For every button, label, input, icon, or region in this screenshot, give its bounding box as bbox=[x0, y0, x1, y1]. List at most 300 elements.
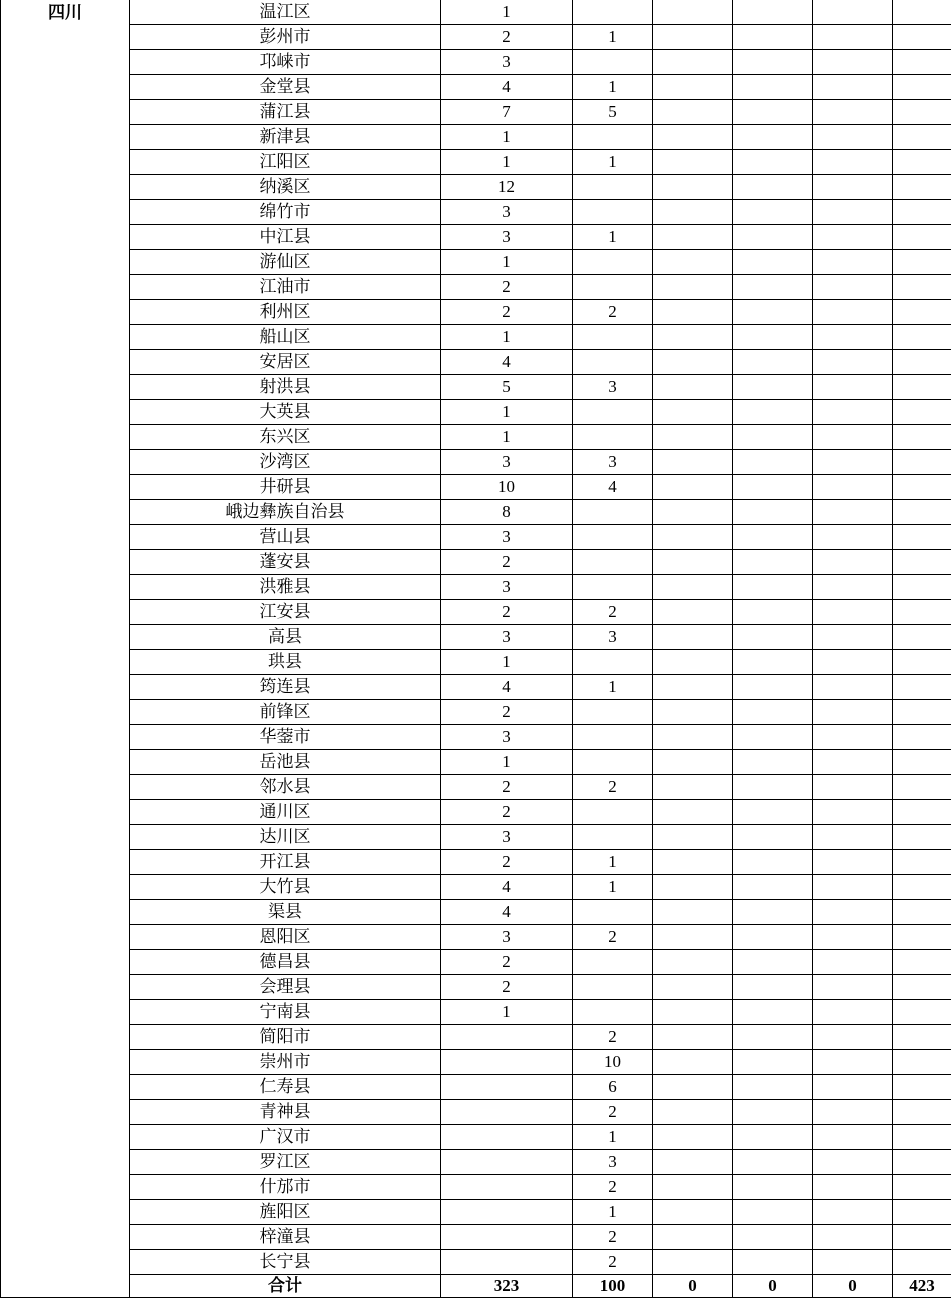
count-col-5-cell bbox=[813, 1000, 893, 1025]
count-col-1-cell bbox=[441, 1075, 573, 1100]
table-row bbox=[1, 125, 951, 150]
count-col-2-cell bbox=[573, 750, 653, 775]
count-col-5-cell bbox=[813, 325, 893, 350]
count-col-5-cell bbox=[813, 1125, 893, 1150]
county-name-cell: 青神县 bbox=[130, 1100, 441, 1125]
county-name-cell: 梓潼县 bbox=[130, 1225, 441, 1250]
table-row bbox=[1, 1050, 951, 1075]
count-col-6-cell bbox=[893, 650, 951, 675]
table-row bbox=[1, 375, 951, 400]
count-col-3-cell bbox=[653, 150, 733, 175]
count-col-5-cell bbox=[813, 875, 893, 900]
table-row bbox=[1, 950, 951, 975]
count-col-1-cell: 3 bbox=[441, 575, 573, 600]
county-name-cell: 开江县 bbox=[130, 850, 441, 875]
count-col-6-cell bbox=[893, 400, 951, 425]
count-col-4-cell bbox=[733, 425, 813, 450]
county-name-cell: 沙湾区 bbox=[130, 450, 441, 475]
county-name-cell: 前锋区 bbox=[130, 700, 441, 725]
county-name-cell: 蒲江县 bbox=[130, 100, 441, 125]
count-col-3-cell bbox=[653, 1025, 733, 1050]
count-col-4-cell bbox=[733, 625, 813, 650]
count-col-6-cell bbox=[893, 150, 951, 175]
total-col-1: 323 bbox=[441, 1275, 573, 1298]
count-col-4-cell bbox=[733, 325, 813, 350]
count-col-4-cell bbox=[733, 225, 813, 250]
count-col-3-cell bbox=[653, 650, 733, 675]
table-row bbox=[1, 875, 951, 900]
count-col-4-cell bbox=[733, 550, 813, 575]
count-col-1-cell bbox=[441, 1250, 573, 1275]
count-col-1-cell: 2 bbox=[441, 550, 573, 575]
count-col-3-cell bbox=[653, 225, 733, 250]
count-col-1-cell: 2 bbox=[441, 975, 573, 1000]
table-row bbox=[1, 100, 951, 125]
count-col-6-cell bbox=[893, 1225, 951, 1250]
count-col-6-cell bbox=[893, 475, 951, 500]
table-row bbox=[1, 975, 951, 1000]
total-label: 合计 bbox=[130, 1275, 441, 1298]
count-col-5-cell bbox=[813, 500, 893, 525]
count-col-2-cell: 2 bbox=[573, 925, 653, 950]
table-row bbox=[1, 800, 951, 825]
count-col-1-cell: 3 bbox=[441, 200, 573, 225]
count-col-4-cell bbox=[733, 1075, 813, 1100]
table-row bbox=[1, 175, 951, 200]
county-name-cell: 渠县 bbox=[130, 900, 441, 925]
county-name-cell: 利州区 bbox=[130, 300, 441, 325]
count-col-1-cell: 2 bbox=[441, 700, 573, 725]
count-col-6-cell bbox=[893, 625, 951, 650]
count-col-1-cell: 1 bbox=[441, 150, 573, 175]
count-col-4-cell bbox=[733, 125, 813, 150]
table-row bbox=[1, 525, 951, 550]
count-col-3-cell bbox=[653, 900, 733, 925]
county-name-cell: 游仙区 bbox=[130, 250, 441, 275]
count-col-6-cell bbox=[893, 250, 951, 275]
count-col-3-cell bbox=[653, 300, 733, 325]
count-col-2-cell bbox=[573, 350, 653, 375]
count-col-1-cell: 3 bbox=[441, 725, 573, 750]
count-col-4-cell bbox=[733, 275, 813, 300]
count-col-4-cell bbox=[733, 600, 813, 625]
county-name-cell: 绵竹市 bbox=[130, 200, 441, 225]
county-name-cell: 彭州市 bbox=[130, 25, 441, 50]
count-col-1-cell bbox=[441, 1025, 573, 1050]
total-col-2: 100 bbox=[573, 1275, 653, 1298]
table-row bbox=[1, 750, 951, 775]
table-row bbox=[1, 600, 951, 625]
count-col-6-cell bbox=[893, 75, 951, 100]
count-col-5-cell bbox=[813, 200, 893, 225]
count-col-2-cell: 1 bbox=[573, 75, 653, 100]
count-col-3-cell bbox=[653, 775, 733, 800]
count-col-6-cell bbox=[893, 375, 951, 400]
count-col-4-cell bbox=[733, 975, 813, 1000]
count-col-1-cell: 1 bbox=[441, 0, 573, 25]
count-col-2-cell bbox=[573, 500, 653, 525]
county-name-cell: 会理县 bbox=[130, 975, 441, 1000]
count-col-3-cell bbox=[653, 50, 733, 75]
table-row bbox=[1, 225, 951, 250]
count-col-4-cell bbox=[733, 1250, 813, 1275]
count-col-2-cell bbox=[573, 700, 653, 725]
county-name-cell: 邻水县 bbox=[130, 775, 441, 800]
table-row bbox=[1, 1025, 951, 1050]
count-col-4-cell bbox=[733, 25, 813, 50]
count-col-3-cell bbox=[653, 450, 733, 475]
count-col-1-cell: 2 bbox=[441, 600, 573, 625]
total-col-5: 0 bbox=[813, 1275, 893, 1298]
count-col-3-cell bbox=[653, 400, 733, 425]
count-col-5-cell bbox=[813, 750, 893, 775]
count-col-4-cell bbox=[733, 475, 813, 500]
count-col-3-cell bbox=[653, 100, 733, 125]
count-col-6-cell bbox=[893, 1250, 951, 1275]
count-col-6-cell bbox=[893, 350, 951, 375]
count-col-6-cell bbox=[893, 425, 951, 450]
count-col-4-cell bbox=[733, 825, 813, 850]
county-name-cell: 宁南县 bbox=[130, 1000, 441, 1025]
count-col-5-cell bbox=[813, 175, 893, 200]
count-col-4-cell bbox=[733, 0, 813, 25]
count-col-6-cell bbox=[893, 825, 951, 850]
count-col-1-cell: 2 bbox=[441, 300, 573, 325]
count-col-4-cell bbox=[733, 1175, 813, 1200]
county-name-cell: 安居区 bbox=[130, 350, 441, 375]
count-col-4-cell bbox=[733, 725, 813, 750]
count-col-4-cell bbox=[733, 200, 813, 225]
county-name-cell: 峨边彝族自治县 bbox=[130, 500, 441, 525]
count-col-3-cell bbox=[653, 75, 733, 100]
count-col-2-cell: 2 bbox=[573, 300, 653, 325]
count-col-6-cell bbox=[893, 1075, 951, 1100]
count-col-2-cell: 2 bbox=[573, 600, 653, 625]
count-col-6-cell bbox=[893, 1125, 951, 1150]
table-row bbox=[1, 650, 951, 675]
count-col-5-cell bbox=[813, 600, 893, 625]
count-col-6-cell bbox=[893, 50, 951, 75]
count-col-6-cell bbox=[893, 950, 951, 975]
county-name-cell: 恩阳区 bbox=[130, 925, 441, 950]
count-col-6-cell bbox=[893, 875, 951, 900]
count-col-3-cell bbox=[653, 975, 733, 1000]
table-row bbox=[1, 200, 951, 225]
count-col-1-cell: 1 bbox=[441, 125, 573, 150]
table-row bbox=[1, 725, 951, 750]
count-col-4-cell bbox=[733, 1100, 813, 1125]
county-name-cell: 长宁县 bbox=[130, 1250, 441, 1275]
count-col-4-cell bbox=[733, 150, 813, 175]
count-col-4-cell bbox=[733, 575, 813, 600]
count-col-4-cell bbox=[733, 1200, 813, 1225]
count-col-6-cell bbox=[893, 850, 951, 875]
count-col-5-cell bbox=[813, 50, 893, 75]
count-col-6-cell bbox=[893, 275, 951, 300]
table-row bbox=[1, 50, 951, 75]
count-col-4-cell bbox=[733, 750, 813, 775]
count-col-3-cell bbox=[653, 525, 733, 550]
county-name-cell: 德昌县 bbox=[130, 950, 441, 975]
count-col-3-cell bbox=[653, 725, 733, 750]
county-name-cell: 高县 bbox=[130, 625, 441, 650]
count-col-1-cell: 7 bbox=[441, 100, 573, 125]
count-col-4-cell bbox=[733, 1050, 813, 1075]
count-col-2-cell: 1 bbox=[573, 1125, 653, 1150]
county-name-cell: 达川区 bbox=[130, 825, 441, 850]
county-name-cell: 什邡市 bbox=[130, 1175, 441, 1200]
count-col-5-cell bbox=[813, 1175, 893, 1200]
county-name-cell: 简阳市 bbox=[130, 1025, 441, 1050]
table-row bbox=[1, 1075, 951, 1100]
count-col-3-cell bbox=[653, 1175, 733, 1200]
count-col-1-cell bbox=[441, 1225, 573, 1250]
count-col-6-cell bbox=[893, 700, 951, 725]
count-col-6-cell bbox=[893, 1150, 951, 1175]
count-col-3-cell bbox=[653, 625, 733, 650]
count-col-1-cell: 2 bbox=[441, 800, 573, 825]
table-row bbox=[1, 850, 951, 875]
count-col-4-cell bbox=[733, 675, 813, 700]
count-col-3-cell bbox=[653, 25, 733, 50]
table-row bbox=[1, 900, 951, 925]
count-col-2-cell bbox=[573, 250, 653, 275]
total-col-4: 0 bbox=[733, 1275, 813, 1298]
count-col-5-cell bbox=[813, 225, 893, 250]
province-cell: 四川 bbox=[1, 0, 130, 1298]
count-col-4-cell bbox=[733, 525, 813, 550]
count-col-3-cell bbox=[653, 1225, 733, 1250]
table-row bbox=[1, 1200, 951, 1225]
count-col-2-cell bbox=[573, 425, 653, 450]
count-col-2-cell: 2 bbox=[573, 1100, 653, 1125]
table-row bbox=[1, 150, 951, 175]
county-name-cell: 邛崃市 bbox=[130, 50, 441, 75]
count-col-1-cell: 5 bbox=[441, 375, 573, 400]
count-col-2-cell bbox=[573, 275, 653, 300]
count-col-6-cell bbox=[893, 1000, 951, 1025]
county-name-cell: 通川区 bbox=[130, 800, 441, 825]
count-col-5-cell bbox=[813, 925, 893, 950]
count-col-1-cell: 8 bbox=[441, 500, 573, 525]
count-col-5-cell bbox=[813, 575, 893, 600]
count-col-3-cell bbox=[653, 250, 733, 275]
count-col-3-cell bbox=[653, 325, 733, 350]
count-col-2-cell: 5 bbox=[573, 100, 653, 125]
count-col-5-cell bbox=[813, 300, 893, 325]
county-name-cell: 旌阳区 bbox=[130, 1200, 441, 1225]
count-col-1-cell: 3 bbox=[441, 925, 573, 950]
count-col-5-cell bbox=[813, 75, 893, 100]
count-col-2-cell bbox=[573, 725, 653, 750]
county-name-cell: 大英县 bbox=[130, 400, 441, 425]
count-col-4-cell bbox=[733, 950, 813, 975]
count-col-6-cell bbox=[893, 175, 951, 200]
count-col-5-cell bbox=[813, 550, 893, 575]
count-col-6-cell bbox=[893, 1200, 951, 1225]
count-col-5-cell bbox=[813, 1050, 893, 1075]
count-col-3-cell bbox=[653, 175, 733, 200]
count-col-1-cell bbox=[441, 1125, 573, 1150]
count-col-2-cell bbox=[573, 125, 653, 150]
count-col-6-cell bbox=[893, 225, 951, 250]
count-col-3-cell bbox=[653, 350, 733, 375]
table-row bbox=[1, 0, 951, 25]
count-col-2-cell bbox=[573, 400, 653, 425]
count-col-1-cell bbox=[441, 1200, 573, 1225]
count-col-5-cell bbox=[813, 125, 893, 150]
table-row bbox=[1, 550, 951, 575]
count-col-5-cell bbox=[813, 1025, 893, 1050]
count-col-6-cell bbox=[893, 800, 951, 825]
count-col-5-cell bbox=[813, 1225, 893, 1250]
count-col-2-cell: 2 bbox=[573, 1225, 653, 1250]
county-name-cell: 蓬安县 bbox=[130, 550, 441, 575]
count-col-2-cell bbox=[573, 550, 653, 575]
count-col-2-cell bbox=[573, 0, 653, 25]
count-col-3-cell bbox=[653, 700, 733, 725]
count-col-3-cell bbox=[653, 1150, 733, 1175]
count-col-6-cell bbox=[893, 200, 951, 225]
count-col-1-cell: 4 bbox=[441, 675, 573, 700]
table-row bbox=[1, 1175, 951, 1200]
count-col-3-cell bbox=[653, 850, 733, 875]
count-col-3-cell bbox=[653, 575, 733, 600]
count-col-2-cell: 4 bbox=[573, 475, 653, 500]
table-row bbox=[1, 1000, 951, 1025]
count-col-6-cell bbox=[893, 775, 951, 800]
table-row bbox=[1, 1250, 951, 1275]
count-col-5-cell bbox=[813, 150, 893, 175]
table-row bbox=[1, 1150, 951, 1175]
count-col-3-cell bbox=[653, 1125, 733, 1150]
table-row bbox=[1, 1125, 951, 1150]
count-col-3-cell bbox=[653, 825, 733, 850]
count-col-5-cell bbox=[813, 1200, 893, 1225]
count-col-3-cell bbox=[653, 1050, 733, 1075]
count-col-1-cell: 12 bbox=[441, 175, 573, 200]
count-col-6-cell bbox=[893, 1025, 951, 1050]
table-row bbox=[1, 350, 951, 375]
count-col-2-cell: 2 bbox=[573, 775, 653, 800]
count-col-1-cell: 3 bbox=[441, 525, 573, 550]
count-col-3-cell bbox=[653, 1250, 733, 1275]
county-name-cell: 中江县 bbox=[130, 225, 441, 250]
count-col-6-cell bbox=[893, 900, 951, 925]
count-col-3-cell bbox=[653, 1100, 733, 1125]
table-row bbox=[1, 575, 951, 600]
count-col-5-cell bbox=[813, 950, 893, 975]
count-col-1-cell: 2 bbox=[441, 25, 573, 50]
count-col-2-cell bbox=[573, 200, 653, 225]
table-row bbox=[1, 475, 951, 500]
county-name-cell: 华蓥市 bbox=[130, 725, 441, 750]
county-name-cell: 东兴区 bbox=[130, 425, 441, 450]
count-col-3-cell bbox=[653, 1200, 733, 1225]
county-name-cell: 罗江区 bbox=[130, 1150, 441, 1175]
count-col-2-cell: 1 bbox=[573, 875, 653, 900]
count-col-5-cell bbox=[813, 975, 893, 1000]
count-col-6-cell bbox=[893, 750, 951, 775]
count-col-2-cell: 10 bbox=[573, 1050, 653, 1075]
total-row bbox=[1, 1275, 951, 1298]
county-name-cell: 船山区 bbox=[130, 325, 441, 350]
count-col-2-cell: 3 bbox=[573, 625, 653, 650]
count-col-2-cell: 1 bbox=[573, 225, 653, 250]
count-col-2-cell bbox=[573, 325, 653, 350]
count-col-2-cell bbox=[573, 975, 653, 1000]
count-col-3-cell bbox=[653, 425, 733, 450]
count-col-6-cell bbox=[893, 600, 951, 625]
count-col-2-cell: 3 bbox=[573, 450, 653, 475]
count-col-6-cell bbox=[893, 725, 951, 750]
count-col-6-cell bbox=[893, 125, 951, 150]
count-col-5-cell bbox=[813, 475, 893, 500]
count-col-4-cell bbox=[733, 500, 813, 525]
count-col-6-cell bbox=[893, 1050, 951, 1075]
county-name-cell: 纳溪区 bbox=[130, 175, 441, 200]
count-col-6-cell bbox=[893, 525, 951, 550]
count-col-6-cell bbox=[893, 450, 951, 475]
count-col-4-cell bbox=[733, 400, 813, 425]
table-row bbox=[1, 675, 951, 700]
count-col-3-cell bbox=[653, 375, 733, 400]
county-name-cell: 珙县 bbox=[130, 650, 441, 675]
count-col-1-cell: 2 bbox=[441, 850, 573, 875]
count-col-1-cell bbox=[441, 1150, 573, 1175]
count-col-6-cell bbox=[893, 325, 951, 350]
count-col-3-cell bbox=[653, 550, 733, 575]
count-col-1-cell: 10 bbox=[441, 475, 573, 500]
count-col-5-cell bbox=[813, 775, 893, 800]
count-col-1-cell: 3 bbox=[441, 450, 573, 475]
table-row bbox=[1, 500, 951, 525]
count-col-6-cell bbox=[893, 675, 951, 700]
count-col-5-cell bbox=[813, 700, 893, 725]
count-col-2-cell: 2 bbox=[573, 1025, 653, 1050]
count-col-4-cell bbox=[733, 75, 813, 100]
count-col-2-cell: 3 bbox=[573, 375, 653, 400]
count-col-3-cell bbox=[653, 750, 733, 775]
count-col-5-cell bbox=[813, 450, 893, 475]
count-col-2-cell bbox=[573, 1000, 653, 1025]
count-col-1-cell bbox=[441, 1175, 573, 1200]
count-col-3-cell bbox=[653, 600, 733, 625]
count-col-3-cell bbox=[653, 200, 733, 225]
table-row bbox=[1, 25, 951, 50]
count-col-5-cell bbox=[813, 425, 893, 450]
count-col-3-cell bbox=[653, 1000, 733, 1025]
county-name-cell: 大竹县 bbox=[130, 875, 441, 900]
count-col-4-cell bbox=[733, 800, 813, 825]
count-col-5-cell bbox=[813, 675, 893, 700]
count-col-4-cell bbox=[733, 375, 813, 400]
count-col-4-cell bbox=[733, 900, 813, 925]
count-col-1-cell: 4 bbox=[441, 350, 573, 375]
count-col-6-cell bbox=[893, 925, 951, 950]
county-name-cell: 江阳区 bbox=[130, 150, 441, 175]
county-name-cell: 崇州市 bbox=[130, 1050, 441, 1075]
count-col-1-cell: 3 bbox=[441, 50, 573, 75]
count-col-3-cell bbox=[653, 500, 733, 525]
count-col-4-cell bbox=[733, 1125, 813, 1150]
count-col-2-cell: 2 bbox=[573, 1250, 653, 1275]
count-col-1-cell: 2 bbox=[441, 275, 573, 300]
table-row bbox=[1, 425, 951, 450]
count-col-2-cell: 1 bbox=[573, 675, 653, 700]
count-col-4-cell bbox=[733, 50, 813, 75]
count-col-5-cell bbox=[813, 1250, 893, 1275]
